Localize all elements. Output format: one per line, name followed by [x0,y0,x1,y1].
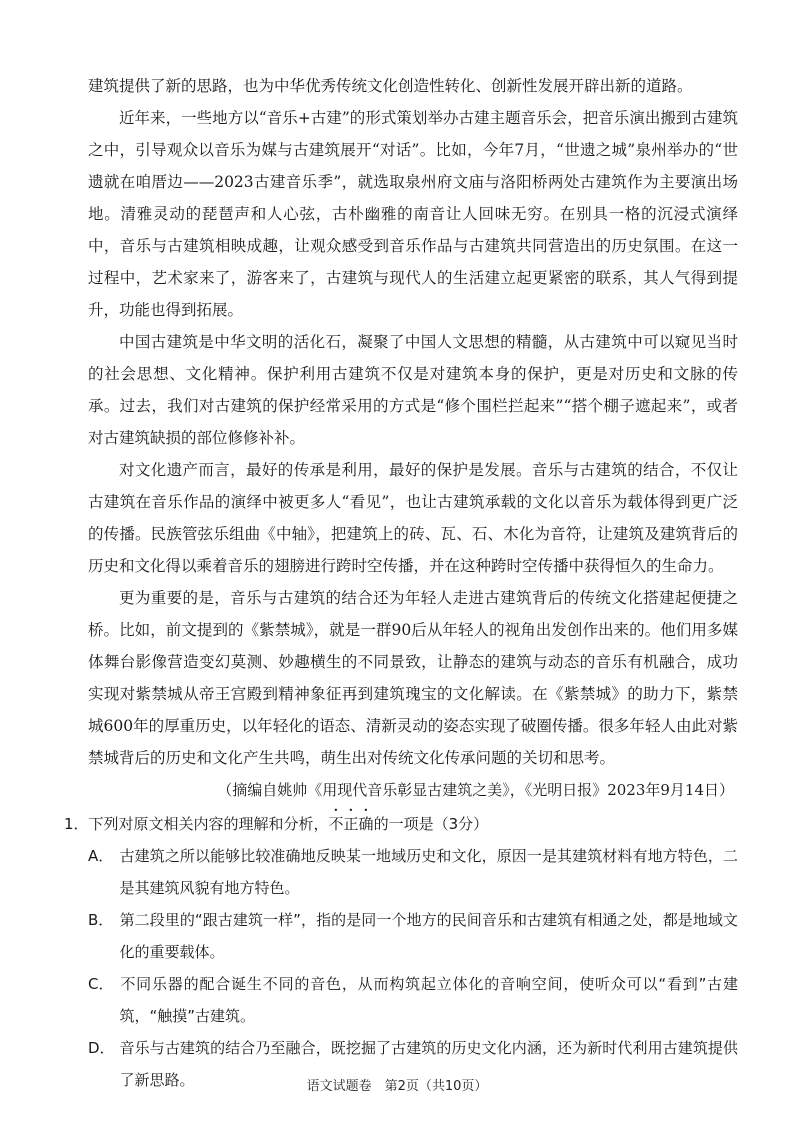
option-c[interactable] [88,968,738,1032]
passage-paragraph-3: 中国古建筑是中华文明的活化石，凝聚了中国人文思想的精髓，从古建筑中可以窥见当时的社会思想、文化精神。保护利用古建筑不仅是对建筑本身的保护，更是对历史和文脉的传承。过去，我们对古建筑的保护经常采用的方式是“修个围栏拦起来”“搭个棚子遮起来”，或者对古建筑缺损的部位修修补补。 [88,333,738,447]
option-a[interactable] [88,840,738,904]
question-stem [64,806,714,840]
passage-source: （摘编自姚帅《用现代音乐彰显古建筑之美》，《光明日报》2023年9月14日） [217,781,734,799]
question-stem-before: 1．下列对原文相关内容的理解和分析， [64,815,329,833]
option-b-letter: B． [88,911,114,929]
option-b[interactable] [88,904,738,968]
passage-paragraph-2: 近年来，一些地方以“音乐+古建”的形式策划举办古建主题音乐会，把音乐演出搬到古建筑之中，引导观众以音乐为媒与古建筑展开“对话”。比如，今年7月，“世遗之城”泉州举办的“世遗就在咱厝边——2023古建音乐季”，就选取泉州府文庙与洛阳桥两处古建筑作为主要演出场地。清雅灵动的琵琶声和人心弦，古朴幽雅的南音让人回味无穷。在别具一格的沉浸式演绎中，音乐与古建筑相映成趣，让观众感受到音乐作品与古建筑共同营造出的历史氛围。在这一过程中，艺术家来了，游客来了，古建筑与现代人的生活建立起更紧密的联系，其人气得到提升，功能也得到拓展。 [88,109,738,319]
passage-paragraph-5: 更为重要的是，音乐与古建筑的结合还为年轻人走进古建筑背后的传统文化搭建起便捷之桥。比如，前文提到的《紫禁城》，就是一群90后从年轻人的视角出发创作出来的。他们用多媒体舞台影像营造变幻莫测、妙趣横生的不同景致，让静态的建筑与动态的音乐有机融合，成功实现对紫禁城从帝王宫殿到精神象征再到建筑瑰宝的文化解读。在《紫禁城》的助力下，紫禁城600年的厚重历史，以年轻化的语态、清新灵动的姿态实现了破圈传播。很多年轻人由此对紫禁城背后的历史和文化产生共鸣，萌生出对传统文化传承问题的关切和思考。 [88,589,738,767]
option-c-letter: C． [88,975,114,993]
exam-page [64,70,738,1096]
passage-paragraph-1: 建筑提供了新的思路，也为中华优秀传统文化创造性转化、创新性发展开辟出新的道路。 [88,77,693,95]
option-a-letter: A． [88,847,114,865]
option-c-text: 不同乐器的配合诞生不同的音色，从而构筑起立体化的音响空间，使听众可以“看到”古建筑，“触摸”古建筑。 [119,975,738,1025]
passage-paragraph-4: 对文化遗产而言，最好的传承是利用，最好的保护是发展。音乐与古建筑的结合，不仅让古建筑在音乐作品的演绎中被更多人“看见”，也让古建筑承载的文化以音乐为载体得到更广泛的传播。民族管弦乐组曲《中轴》，把建筑上的砖、瓦、石、木化为音符，让建筑及建筑背后的历史和文化得以乘着音乐的翅膀进行跨时空传播，并在这种跨时空传播中获得恒久的生命力。 [88,461,738,575]
question-stem-after: 的一项是（3分） [373,815,489,833]
option-b-text: 第二段里的“跟古建筑一样”，指的是同一个地方的民间音乐和古建筑有相通之处，都是地域文化的重要载体。 [119,911,738,961]
option-d-letter: D． [88,1039,115,1057]
question-stem-emphasis: 不正确 [328,815,374,833]
page-footer: 语文试题卷 第2页（共10页） [306,1079,488,1094]
option-a-text: 古建筑之所以能够比较准确地反映某一地域历史和文化，原因一是其建筑材料有地方特色，二是其建筑风貌有地方特色。 [119,847,738,897]
option-d-text: 音乐与古建筑的结合乃至融合，既挖掘了古建筑的历史文化内涵，还为新时代利用古建筑提供了新思路。 [119,1039,738,1089]
